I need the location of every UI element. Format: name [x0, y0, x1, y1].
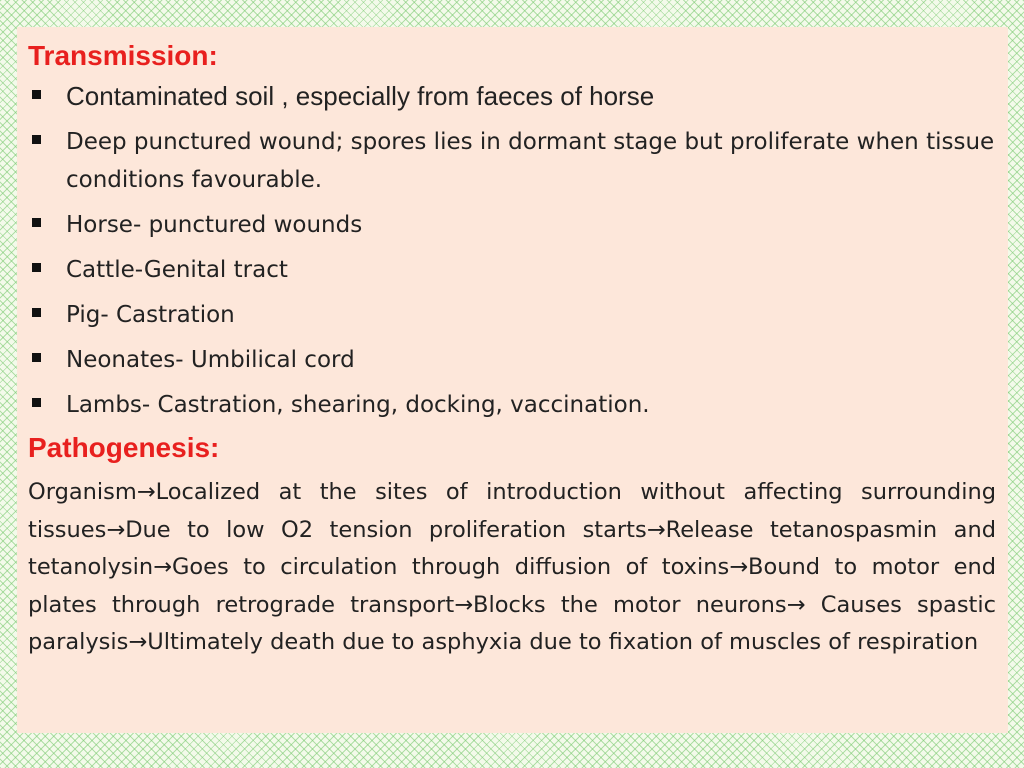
bullet-text: Contaminated soil , especially from faeces of horse: [66, 80, 655, 111]
transmission-bullet-item: [28, 206, 996, 244]
pathogenesis-paragraph: Organism→Localized at the sites of introduction without affecting surrounding tissues→Due to low O2 tension proliferation starts→Release tetanospasmin and tetanolysin→Goes to circulation through diffusion of toxins→Bound to motor end plates through retrograde transport→Blocks the motor neurons→ Causes spastic paralysis→Ultimately death due to asphyxia due to fixation of muscles of respiration: [28, 479, 996, 656]
square-bullet-icon: [32, 218, 41, 227]
square-bullet-icon: [32, 308, 41, 317]
transmission-bullet-item: [28, 296, 996, 334]
transmission-bullet-item: [28, 123, 996, 199]
transmission-bullet-item: [28, 341, 996, 379]
transmission-heading: Transmission:: [28, 40, 218, 71]
transmission-bullet-list: [28, 78, 996, 424]
bullet-text: Cattle-Genital tract: [66, 256, 288, 283]
bullet-text: Deep punctured wound; spores lies in dormant stage but proliferate when tissue conditions favourable.: [66, 128, 995, 193]
pathogenesis-heading: Pathogenesis:: [28, 431, 220, 463]
square-bullet-icon: [32, 353, 41, 362]
square-bullet-icon: [32, 90, 41, 99]
bullet-text: Lambs- Castration, shearing, docking, vaccination.: [66, 391, 650, 418]
transmission-bullet-item: [28, 251, 996, 289]
square-bullet-icon: [32, 398, 41, 407]
bullet-text: Pig- Castration: [66, 301, 235, 328]
bullet-text: Horse- punctured wounds: [66, 211, 363, 238]
bullet-text: Neonates- Umbilical cord: [66, 346, 355, 373]
square-bullet-icon: [32, 135, 41, 144]
transmission-bullet-item: [28, 386, 996, 424]
transmission-bullet-item: [28, 78, 996, 114]
square-bullet-icon: [32, 263, 41, 272]
slide-content-panel: [17, 27, 1008, 733]
